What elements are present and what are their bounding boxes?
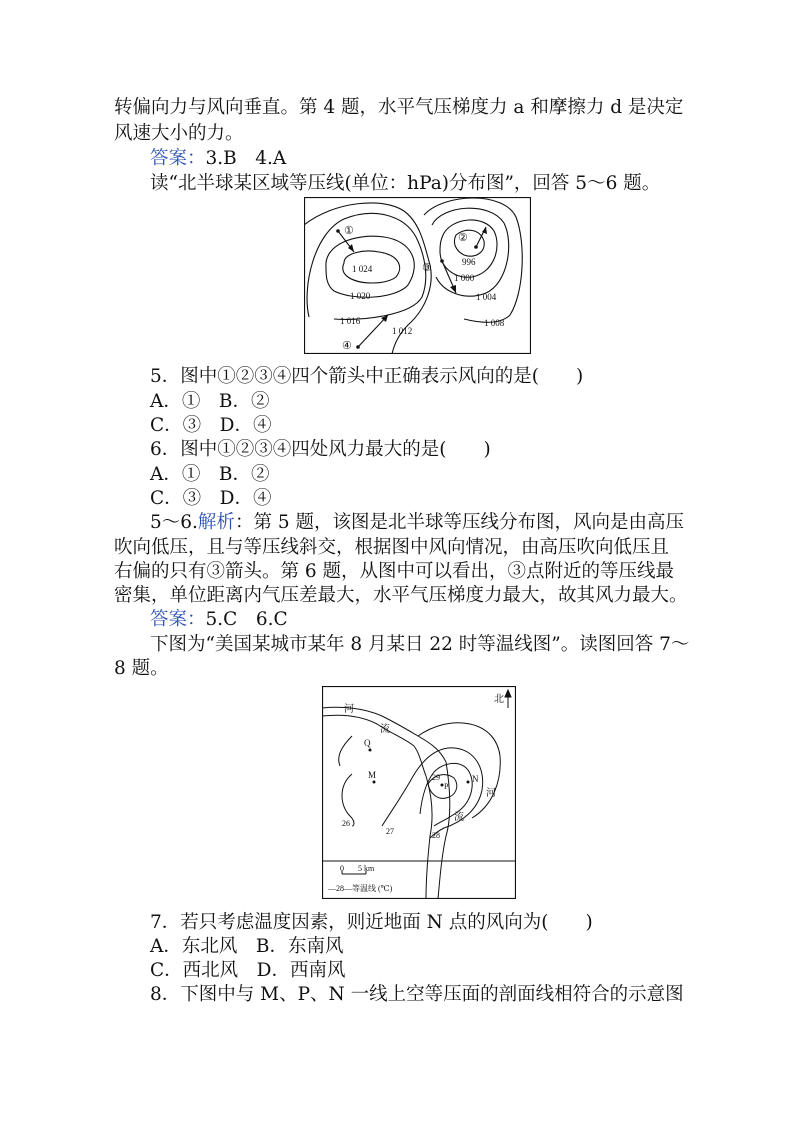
label-c3: ③ <box>422 262 432 274</box>
explanation-line: 吹向低压，且与等压线斜交，根据图中风向情况，由高压吹向低压且 <box>114 537 670 558</box>
explanation-prefix: 5～6. <box>150 512 198 533</box>
river-label: 河 <box>344 704 354 715</box>
north-label: 北 <box>494 694 504 705</box>
river-label: 流 <box>380 724 390 735</box>
question-5-options-cd: C．③ D．④ <box>150 415 272 436</box>
isobar-label: 1 004 <box>476 292 497 302</box>
isobar-label: 1 000 <box>454 273 475 283</box>
point-N <box>467 781 470 784</box>
scale-zero: 0 <box>340 864 344 873</box>
legend: —28—等温线 (℃) <box>328 884 393 893</box>
question-intro: 下图为“美国某城市某年 8 月某日 22 时等温线图”。读图回答 7～ <box>150 634 690 655</box>
answer-label: 答案： <box>150 148 206 169</box>
answer-text: 3.B 4.A <box>205 148 287 169</box>
isotherm-27a <box>339 736 352 766</box>
isobar-label: 996 <box>462 257 476 267</box>
isobar-label: 1 012 <box>392 326 413 336</box>
answer-text: 5.C 6.C <box>205 609 288 630</box>
label-c4: ④ <box>342 340 352 352</box>
label-M: M <box>368 770 377 780</box>
question-intro: 读“北半球某区域等压线(单位：hPa)分布图”，回答 5～6 题。 <box>150 173 661 194</box>
question-5-options-ab: A．① B．② <box>150 391 270 412</box>
isobar-label: 1 020 <box>350 291 371 301</box>
label-c2: ② <box>458 232 468 244</box>
question-6-options-ab: A．① B．② <box>150 464 270 485</box>
isobar-label: 1 024 <box>352 264 373 274</box>
river-label: 河 <box>486 788 496 799</box>
isotherm-28 <box>420 763 472 826</box>
river-bank <box>418 723 500 818</box>
scale-km: 5 km <box>358 864 375 873</box>
isotherm-label: 28 <box>432 831 440 840</box>
question-7-options-ab: A．东北风 B．东南风 <box>150 936 344 957</box>
point-Q <box>369 749 372 752</box>
text-line: 风速大小的力。 <box>114 123 244 144</box>
isobar-label: 1 008 <box>484 318 505 328</box>
explanation-line: 密集，单位距离内气压差最大，水平气压梯度力最大，故其风力最大。 <box>114 585 688 606</box>
isotherm-label: 26 <box>342 819 350 828</box>
text-line: 转偏向力与风向垂直。第 4 题，水平气压梯度力 a 和摩擦力 d 是决定 <box>114 97 684 118</box>
question-intro: 8 题。 <box>114 658 169 679</box>
isotherm-label: 29 <box>432 773 440 782</box>
point-M <box>373 781 376 784</box>
river-bank <box>322 715 426 776</box>
label-P: P <box>444 782 449 791</box>
label-c1: ① <box>344 225 354 237</box>
label-Q: Q <box>364 738 371 748</box>
isotherm-label: 27 <box>386 827 394 836</box>
label-N: N <box>472 774 479 784</box>
explanation-line: 右偏的只有③箭头。第 6 题，从图中可以看出，③点附近的等压线最 <box>114 561 675 582</box>
isobar-1000 <box>440 220 497 277</box>
answer-line <box>150 147 286 171</box>
isobar-label: 1 016 <box>340 316 361 326</box>
isotherm-map <box>322 686 516 899</box>
answer-label: 答案： <box>150 609 206 630</box>
river-label: 流 <box>454 812 464 823</box>
explanation-text: ：第 5 题，该图是北半球等压线分布图，风向是由高压 <box>234 512 684 533</box>
explanation-label: 解析 <box>197 512 235 533</box>
answer-line <box>150 608 288 632</box>
question-8: 8．下图中与 M、P、N 一线上空等压面的剖面线相符合的示意图 <box>150 984 684 1005</box>
question-6: 6．图中①②③④四处风力最大的是( ) <box>150 439 491 460</box>
explanation-line <box>150 511 684 535</box>
question-7-options-cd: C．西北风 D．西南风 <box>150 960 346 981</box>
question-5: 5．图中①②③④四个箭头中正确表示风向的是( ) <box>150 366 584 387</box>
isobar-map <box>304 197 531 354</box>
question-7: 7．若只考虑温度因素，则近地面 N 点的风向为( ) <box>150 912 593 933</box>
question-6-options-cd: C．③ D．④ <box>150 488 272 509</box>
